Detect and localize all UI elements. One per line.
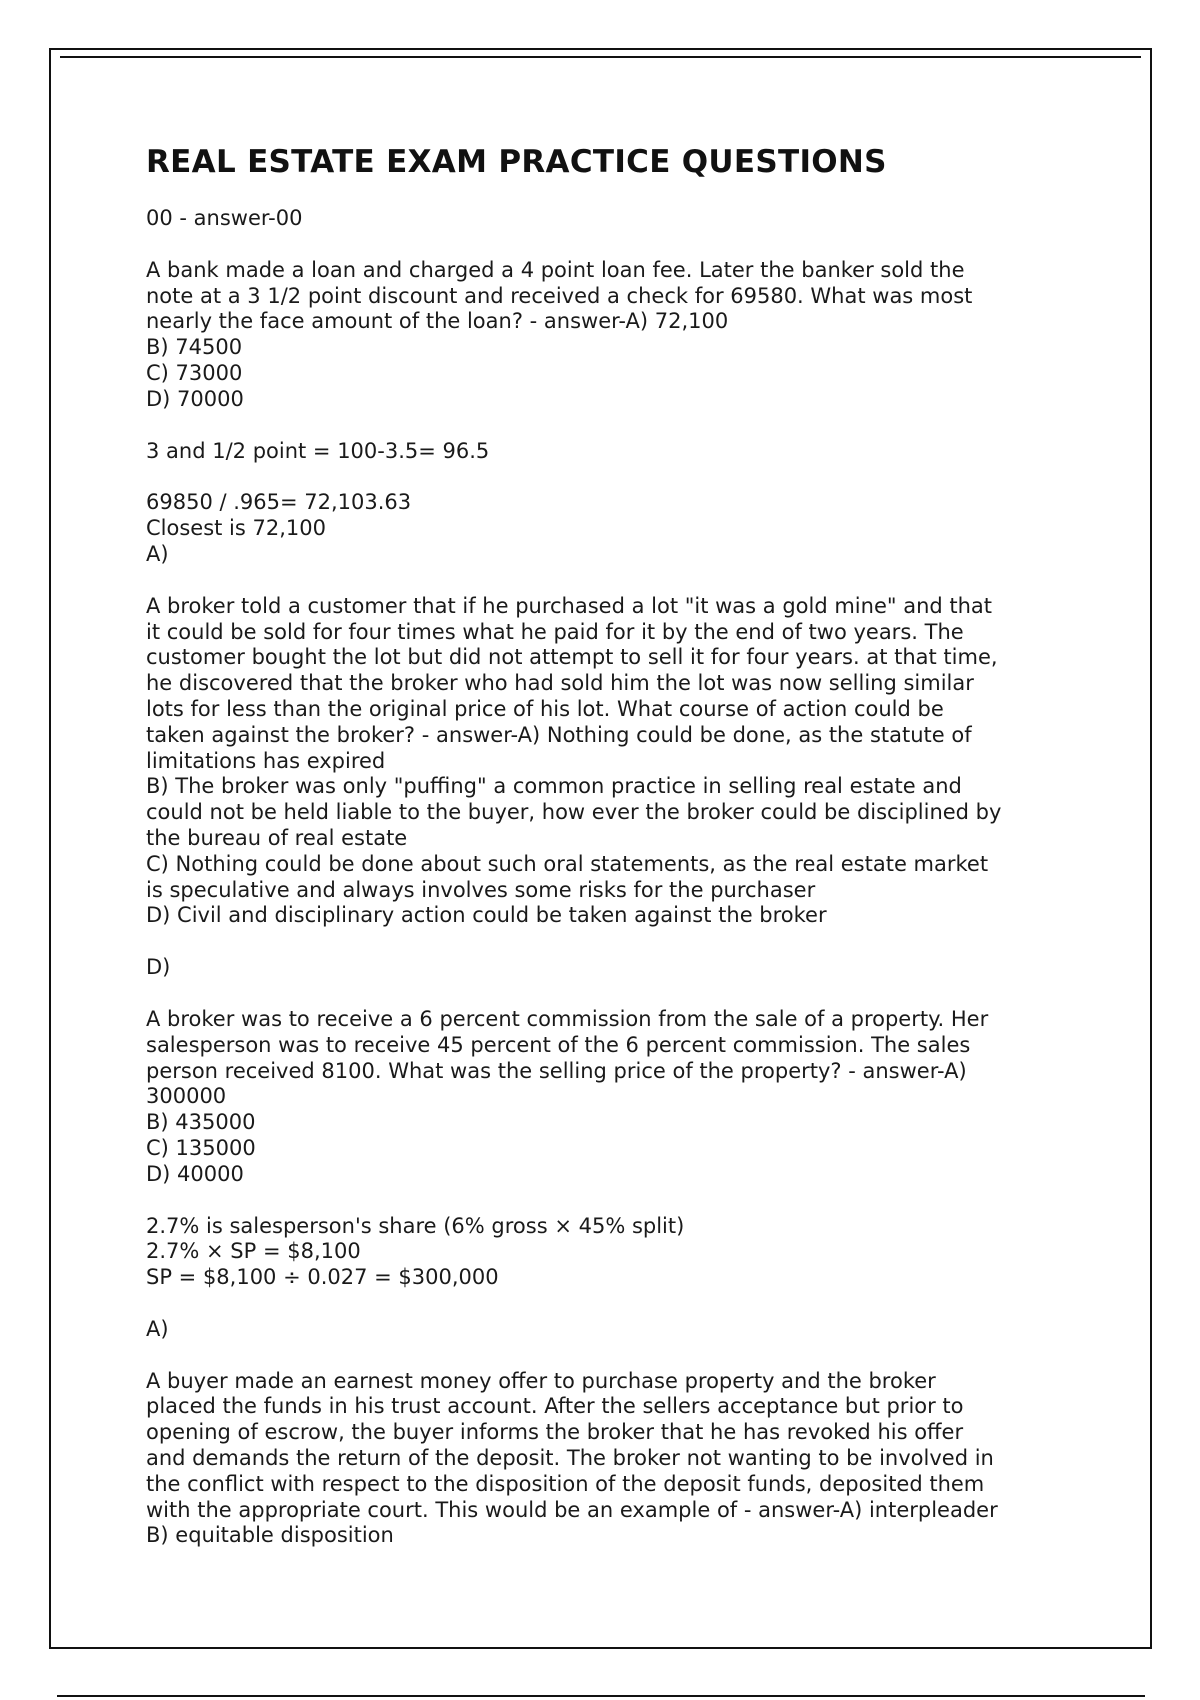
text-line: lots for less than the original price of his lot. What course of action could be xyxy=(146,696,944,721)
text-line: Closest is 72,100 xyxy=(146,516,326,541)
text-line: note at a 3 1/2 point discount and received a check for 69580. What was most xyxy=(146,283,973,308)
text-line: taken against the broker? - answer-A) Nothing could be done, as the statute of xyxy=(146,722,972,747)
text-line: A) xyxy=(146,1316,169,1341)
text-block xyxy=(146,1007,1071,1188)
text-block xyxy=(146,1214,1071,1291)
text-line: with the appropriate court. This would be an example of - answer-A) interpleader xyxy=(146,1497,998,1522)
text-line: A) xyxy=(146,541,169,566)
text-line: B) equitable disposition xyxy=(146,1523,394,1548)
text-block xyxy=(146,594,1071,929)
text-line: C) 73000 xyxy=(146,360,243,385)
text-line: customer bought the lot but did not attempt to sell it for four years. at that time, xyxy=(146,645,998,670)
text-line: opening of escrow, the buyer informs the broker that he has revoked his offer xyxy=(146,1420,964,1445)
text-line: he discovered that the broker who had sold him the lot was now selling similar xyxy=(146,671,974,696)
text-line: person received 8100. What was the selling price of the property? - answer-A) xyxy=(146,1058,967,1083)
text-line: salesperson was to receive 45 percent of the 6 percent commission. The sales xyxy=(146,1032,971,1057)
question-list xyxy=(146,206,1071,1549)
text-line: is speculative and always involves some risks for the purchaser xyxy=(146,877,816,902)
text-line: C) Nothing could be done about such oral statements, as the real estate market xyxy=(146,851,989,876)
text-line: B) The broker was only "puffing" a common practice in selling real estate and xyxy=(146,774,962,799)
text-block xyxy=(146,490,1071,567)
text-line: D) 70000 xyxy=(146,386,244,411)
text-line: D) xyxy=(146,955,171,980)
text-line: 300000 xyxy=(146,1084,227,1109)
text-block xyxy=(146,439,1071,465)
text-line: 2.7% is salesperson's share (6% gross × 45% split) xyxy=(146,1213,685,1238)
text-line: SP = $8,100 ÷ 0.027 = $300,000 xyxy=(146,1265,499,1290)
text-line: 69850 / .965= 72,103.63 xyxy=(146,490,412,515)
page-bottom-rule xyxy=(57,1695,1145,1697)
text-block xyxy=(146,258,1071,413)
document-title: REAL ESTATE EXAM PRACTICE QUESTIONS xyxy=(146,144,887,180)
text-line: 00 - answer-00 xyxy=(146,206,303,230)
text-line: A broker told a customer that if he purchased a lot "it was a gold mine" and that xyxy=(146,593,993,618)
document-body xyxy=(146,140,1071,1575)
text-line: A broker was to receive a 6 percent commission from the sale of a property. Her xyxy=(146,1006,989,1031)
text-line: A buyer made an earnest money offer to purchase property and the broker xyxy=(146,1368,936,1393)
text-line: nearly the face amount of the loan? - answer-A) 72,100 xyxy=(146,309,729,334)
text-line: D) Civil and disciplinary action could be taken against the broker xyxy=(146,903,827,928)
text-line: could not be held liable to the buyer, how ever the broker could be disciplined by xyxy=(146,800,1002,825)
text-line: and demands the return of the deposit. The broker not wanting to be involved in xyxy=(146,1446,994,1471)
text-line: 3 and 1/2 point = 100-3.5= 96.5 xyxy=(146,438,490,463)
text-block xyxy=(146,955,1071,981)
text-block xyxy=(146,1369,1071,1550)
text-line: C) 135000 xyxy=(146,1135,256,1160)
text-line: 2.7% × SP = $8,100 xyxy=(146,1239,361,1264)
text-line: B) 435000 xyxy=(146,1110,256,1135)
text-line: D) 40000 xyxy=(146,1161,244,1186)
text-line: placed the funds in his trust account. After the sellers acceptance but prior to xyxy=(146,1394,964,1419)
text-line: it could be sold for four times what he paid for it by the end of two years. The xyxy=(146,619,964,644)
text-block xyxy=(146,1317,1071,1343)
text-line: A bank made a loan and charged a 4 point loan fee. Later the banker sold the xyxy=(146,257,965,282)
text-line: the conflict with respect to the disposition of the deposit funds, deposited them xyxy=(146,1471,985,1496)
text-line: the bureau of real estate xyxy=(146,825,408,850)
text-block xyxy=(146,206,1071,232)
text-line: limitations has expired xyxy=(146,748,386,773)
frame-top-rule xyxy=(60,56,1141,58)
text-line: B) 74500 xyxy=(146,335,243,360)
